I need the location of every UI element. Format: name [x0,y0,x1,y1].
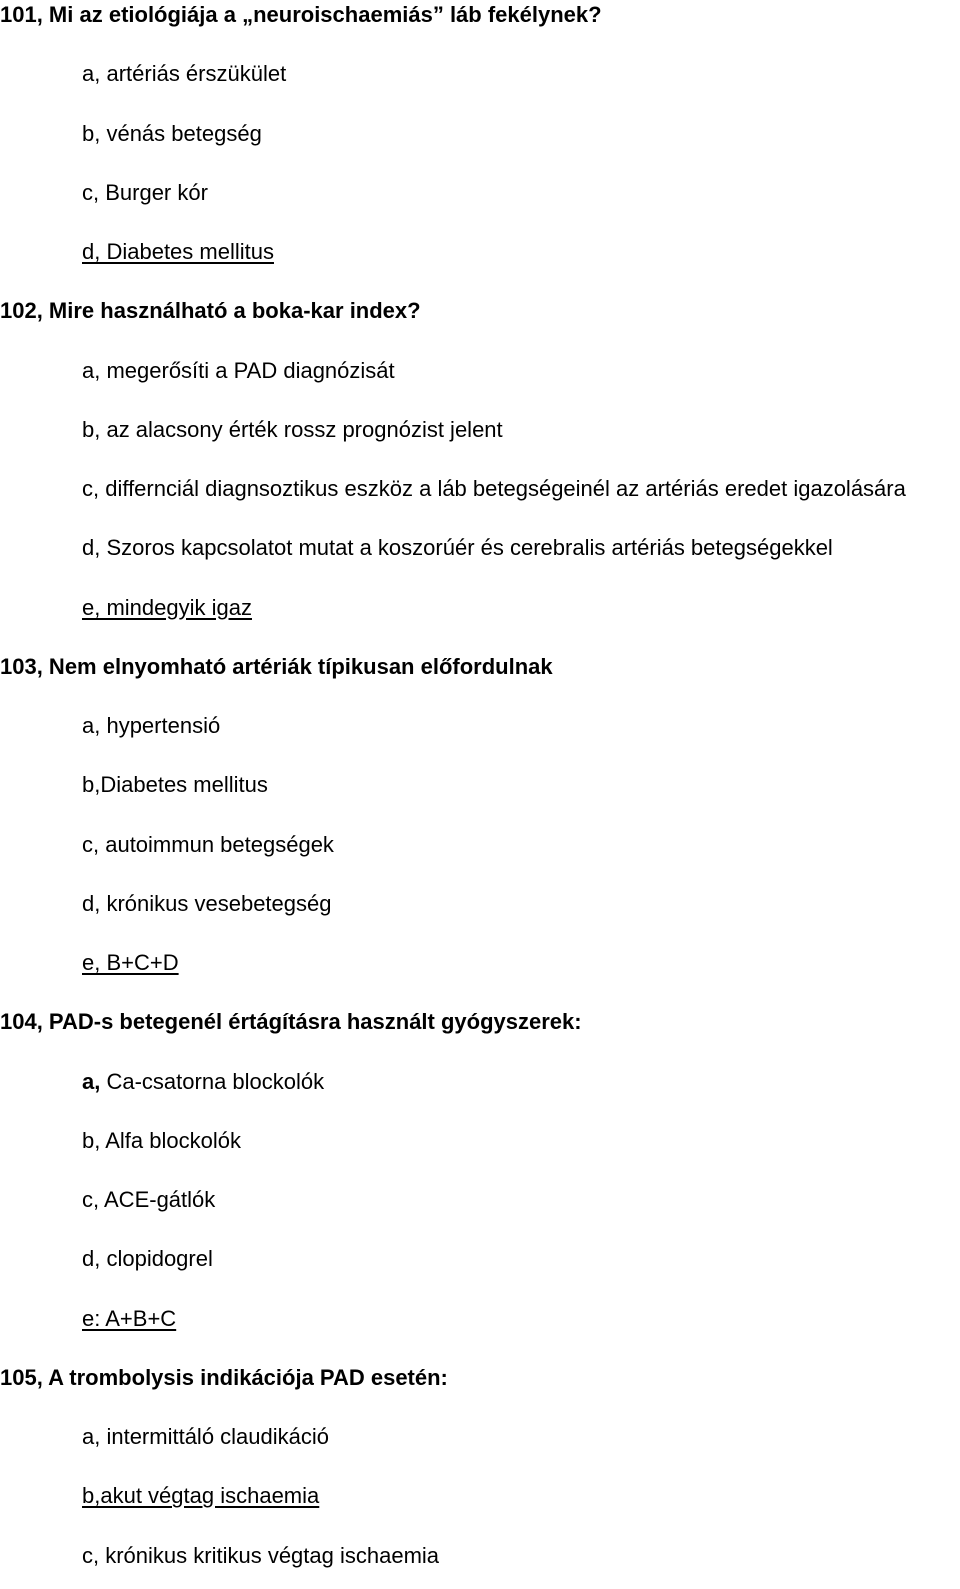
option-text: b,Diabetes mellitus [82,772,268,798]
answer-option [82,358,395,384]
option-text: c, autoimmun betegségek [82,831,334,857]
option-text: a, hypertensió [82,713,221,738]
option-text: d, clopidogrel [82,1246,213,1272]
correct-answer-text: d, Diabetes mellitus [82,239,274,264]
answer-option [82,772,268,798]
question-4: 104, PAD-s betegenél értágításra használt gyógyszerek: [0,1009,582,1035]
option-text: c, differnciál diagnsoztikus eszköz a láb betegségeinél az artériás eredet igazolására [82,476,906,501]
answer-option [82,891,332,917]
correct-answer-text: b,akut végtag ischaemia [82,1483,320,1509]
correct-answer-text: e: A+B+C [82,1305,177,1331]
answer-option [82,476,906,502]
question-3: 103, Nem elnyomható artériák típikusan előfordulnak [0,653,553,679]
option-text: c, Burger kór [82,179,208,205]
answer-option [82,535,833,561]
option-text: a, megerősíti a PAD diagnózisát [82,357,395,383]
answer-option [82,417,503,443]
option-text: Ca-csatorna blockolók [100,1068,325,1094]
option-text: d, Szoros kapcsolatot mutat a koszorúér és cerebralis artériás betegségekkel [82,535,833,561]
option-text: c, krónikus kritikus végtag ischaemia [82,1542,440,1568]
question-1: 101, Mi az etiológiája a „neuroischaemiás” láb fekélynek? [0,2,602,27]
option-text: a, artériás érszükület [82,61,287,87]
answer-option [82,1246,213,1272]
option-letter: a, [82,1068,101,1094]
answer-option [82,1128,241,1154]
option-text: c, ACE-gátlók [82,1187,216,1212]
option-text: b, az alacsony érték rossz prognózist jelent [82,416,503,442]
answer-option [82,1424,329,1450]
answer-option [82,595,252,621]
correct-answer-text: e, mindegyik igaz [82,594,252,620]
option-text: b, Alfa blockolók [82,1127,241,1153]
option-text: b, vénás betegség [82,120,262,146]
answer-option [82,1069,324,1095]
answer-option [82,121,262,147]
answer-option [82,239,274,265]
correct-answer-text: e, B+C+D [82,950,179,975]
answer-option [82,61,286,87]
option-text: d, krónikus vesebetegség [82,890,332,916]
answer-option [82,1543,439,1569]
answer-option [82,713,220,739]
option-text: a, intermittáló claudikáció [82,1424,330,1449]
answer-option [82,1483,319,1509]
answer-option [82,1306,176,1332]
question-2: 102, Mire használható a boka-kar index? [0,298,421,324]
answer-option [82,180,208,206]
answer-option [82,1187,215,1213]
question-5: 105, A trombolysis indikációja PAD esetén: [0,1364,448,1390]
answer-option [82,832,334,858]
answer-option [82,950,179,976]
